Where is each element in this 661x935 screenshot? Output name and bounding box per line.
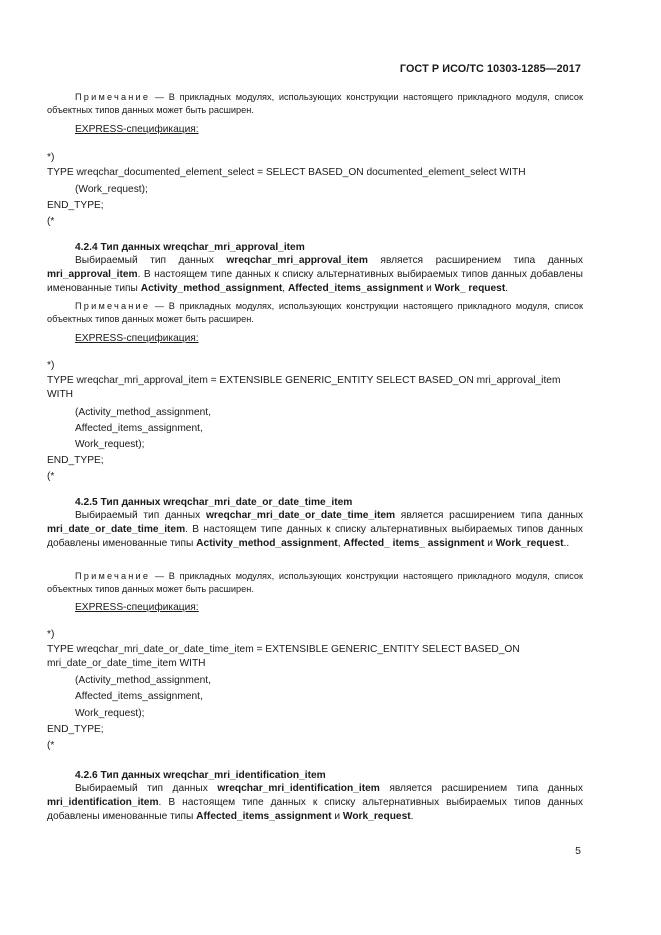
- code-open-2: *): [47, 360, 55, 371]
- code-item: Work_request);: [75, 708, 145, 719]
- code-type-2: TYPE wreqchar_mri_approval_item = EXTENSIBLE GENERIC_ENTITY SELECT BASED_ON mri_approval_item WITH: [47, 375, 561, 401]
- code-close-3: (*: [47, 740, 55, 751]
- code-close-2: (*: [47, 471, 55, 482]
- code-end-2: END_TYPE;: [47, 455, 104, 466]
- paragraph-4-2-4: Выбираемый тип данных wreqchar_mri_approval_item является расширением типа данных mri_approval_item. В настоящем типе данных к списку альтернативных выбираемых типов данных добавлены именованные типы Activity_method_assignment, Affected_items_assignment и Work_ request.: [47, 255, 583, 295]
- code-item: Affected_items_assignment,: [75, 423, 203, 434]
- code-item: (Activity_method_assignment,: [75, 675, 211, 686]
- express-label-2: EXPRESS-спецификация:: [75, 333, 199, 344]
- note-text: — В прикладных модулях, использующих конструкции настоящего прикладного модуля, список объектных типов данных может быть расширен.: [47, 92, 584, 115]
- document-header: ГОСТ Р ИСО/ТС 10303-1285—2017: [399, 63, 581, 75]
- code-end-1: END_TYPE;: [47, 200, 104, 211]
- express-label-1: EXPRESS-спецификация:: [75, 124, 199, 135]
- note-label: Примечание: [75, 571, 151, 581]
- code-type-1: TYPE wreqchar_documented_element_select = SELECT BASED_ON documented_element_select WITH: [47, 167, 526, 178]
- code-open-3: *): [47, 629, 55, 640]
- code-close-1: (*: [47, 216, 55, 227]
- code-item: (Work_request);: [75, 184, 148, 195]
- note-3: [47, 570, 583, 596]
- note-text: — В прикладных модулях, использующих конструкции настоящего прикладного модуля, список объектных типов данных может быть расширен.: [47, 571, 584, 594]
- express-label-3: EXPRESS-спецификация:: [75, 602, 199, 613]
- page-number: 5: [575, 845, 581, 857]
- code-item: Work_request);: [75, 439, 145, 450]
- code-end-3: END_TYPE;: [47, 724, 104, 735]
- code-open-1: *): [47, 152, 55, 163]
- note-1: [47, 91, 583, 117]
- note-label: Примечание: [75, 301, 151, 311]
- paragraph-4-2-5: Выбираемый тип данных wreqchar_mri_date_or_date_time_item является расширением типа данных mri_date_or_date_time_item. В настоящем типе данных к списку альтернативных выбираемых типов данных добавлены именованные типы Activity_method_assignment, Affected_ items_ assignment и Work_request..: [47, 510, 583, 550]
- note-2: [47, 300, 583, 326]
- code-item: (Activity_method_assignment,: [75, 407, 211, 418]
- note-text: — В прикладных модулях, использующих конструкции настоящего прикладного модуля, список объектных типов данных может быть расширен.: [47, 301, 584, 324]
- heading-4-2-6: 4.2.6 Тип данных wreqchar_mri_identification_item: [75, 770, 326, 781]
- note-label: Примечание: [75, 92, 151, 102]
- paragraph-4-2-6: Выбираемый тип данных wreqchar_mri_identification_item является расширением типа данных mri_identification_item. В настоящем типе данных к списку альтернативных выбираемых типов данных добавлены именованные типы Affected_items_assignment и Work_request.: [47, 783, 583, 823]
- heading-4-2-5: 4.2.5 Тип данных wreqchar_mri_date_or_date_time_item: [75, 497, 353, 508]
- code-type-3: TYPE wreqchar_mri_date_or_date_time_item = EXTENSIBLE GENERIC_ENTITY SELECT BASED_ON mri_date_or_date_time_item WITH: [47, 644, 520, 670]
- heading-4-2-4: 4.2.4 Тип данных wreqchar_mri_approval_item: [75, 242, 305, 253]
- code-item: Affected_items_assignment,: [75, 691, 203, 702]
